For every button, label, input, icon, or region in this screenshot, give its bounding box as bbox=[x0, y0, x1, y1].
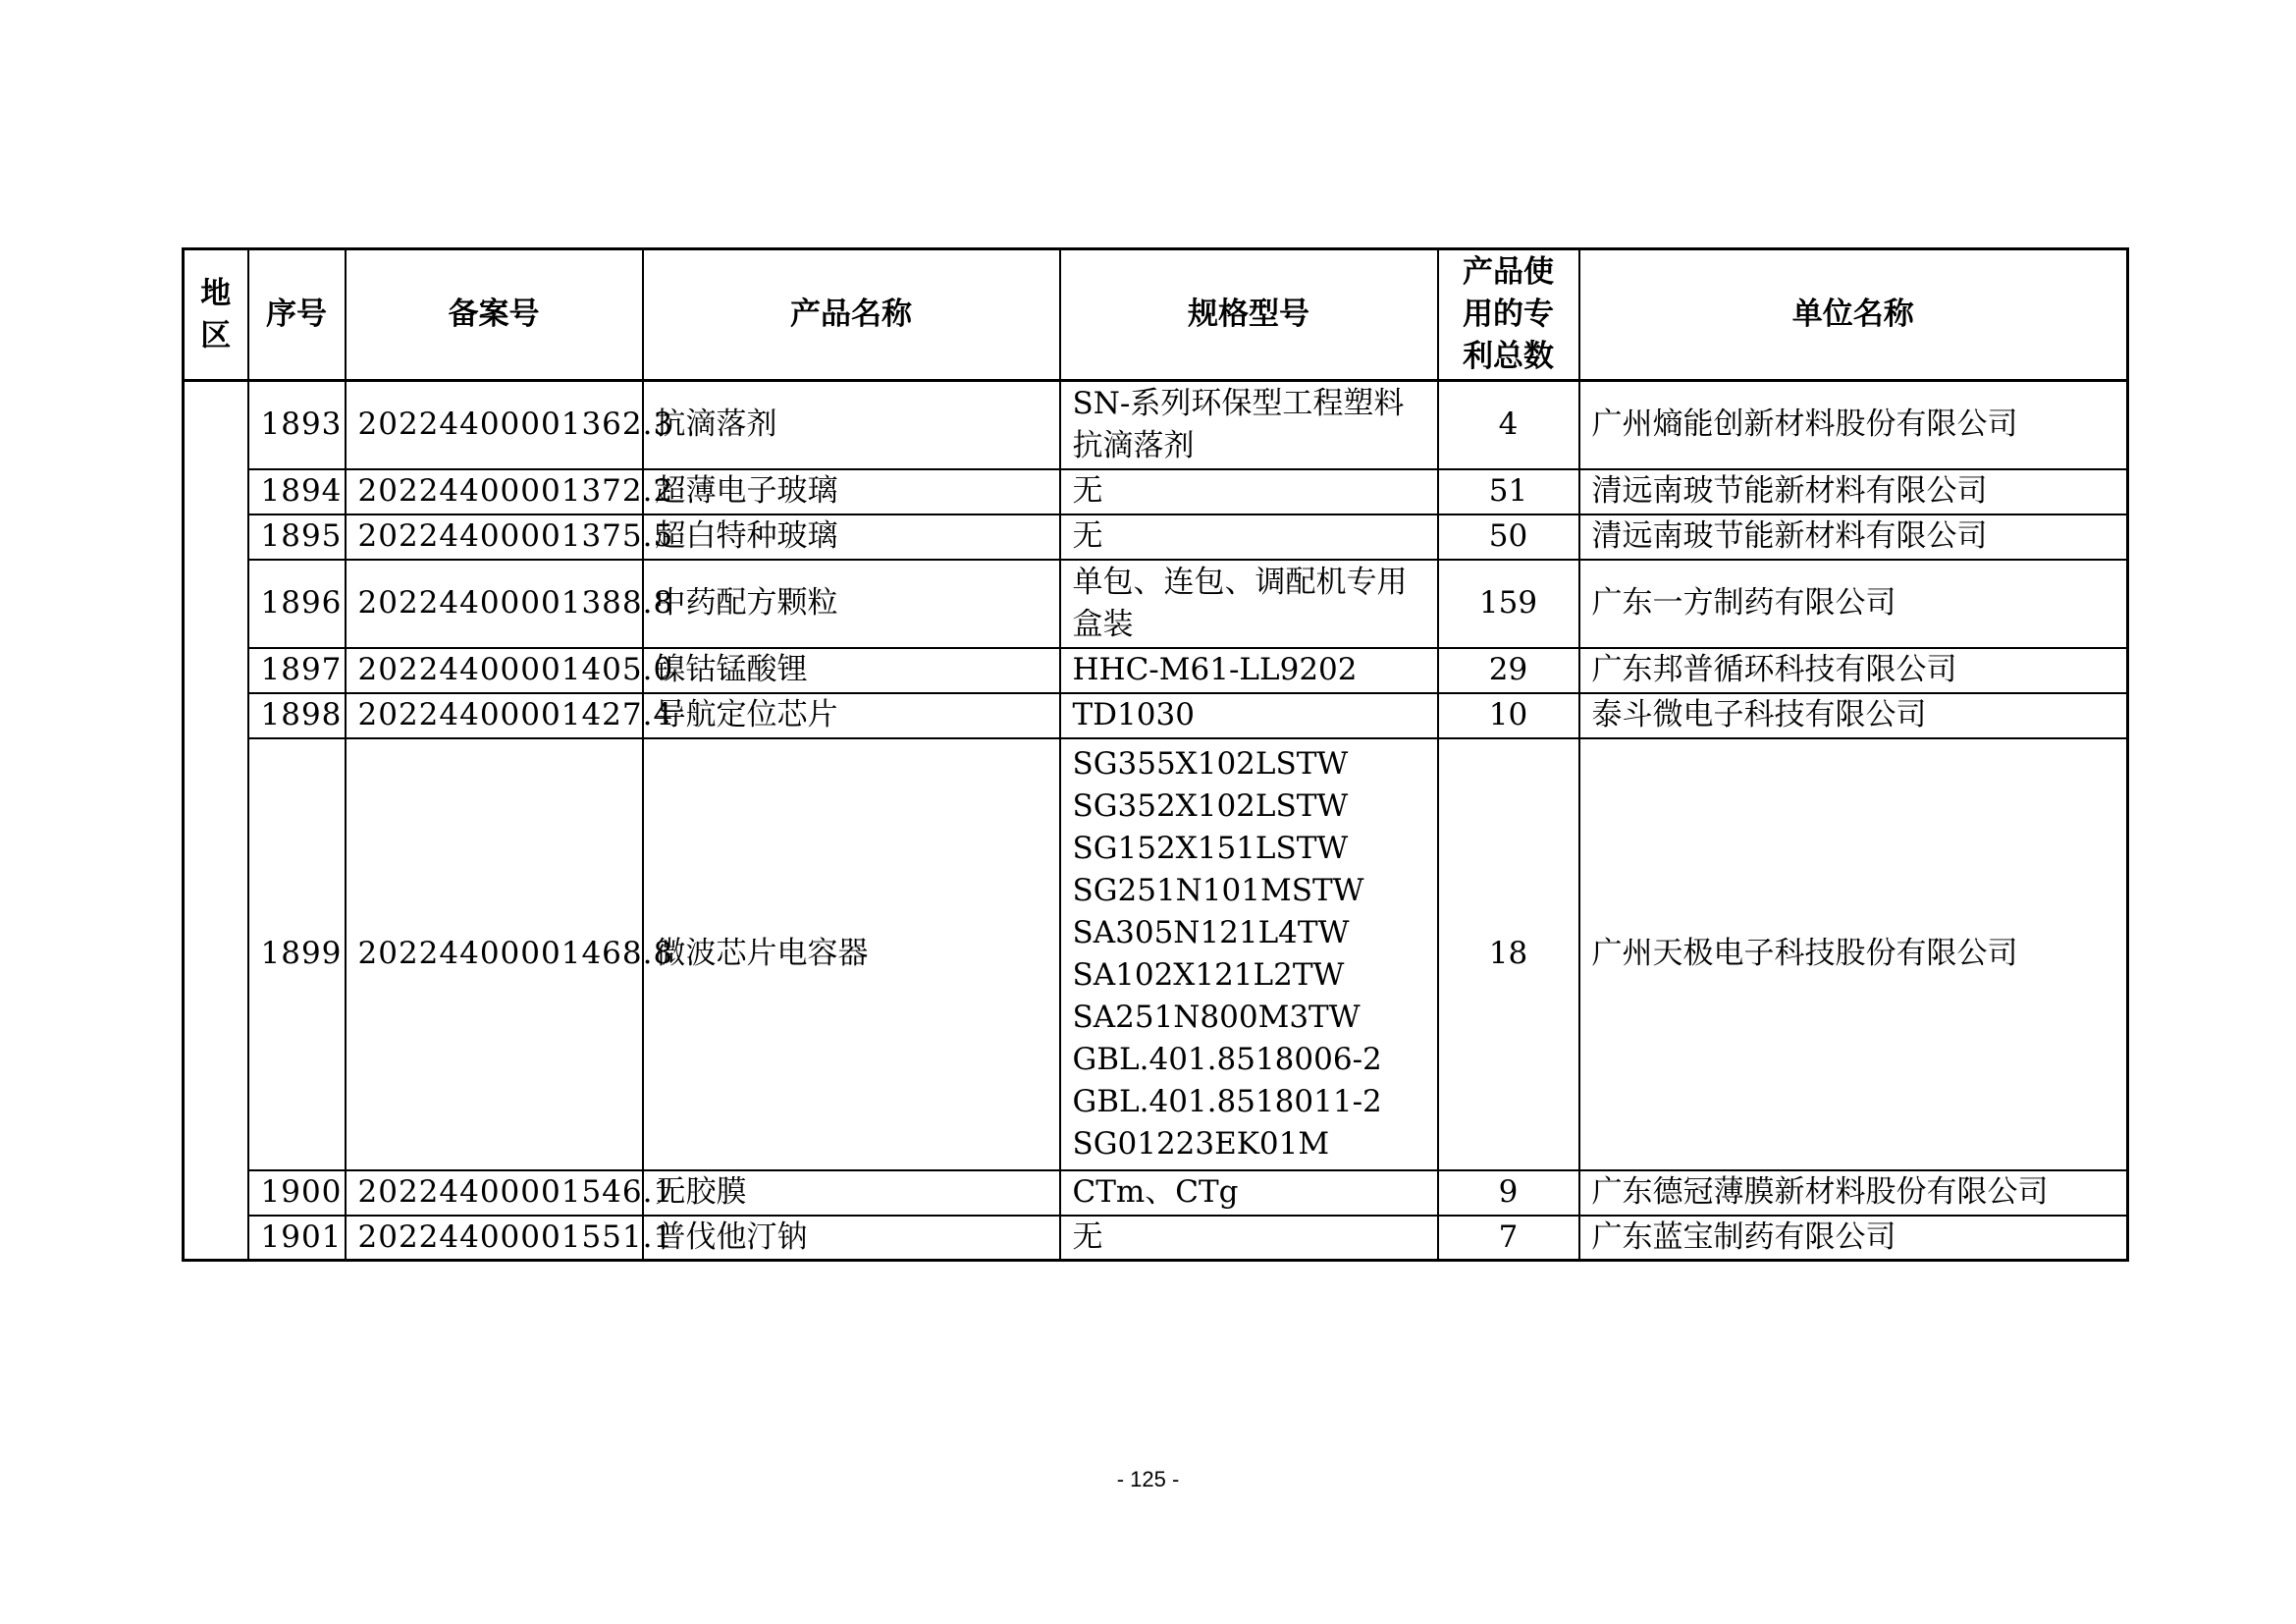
company-cell: 广州天极电子科技股份有限公司 bbox=[1579, 738, 2128, 1170]
product-cell: 超薄电子玻璃 bbox=[643, 469, 1060, 514]
record-cell: 20224400001427.4 bbox=[346, 693, 643, 738]
product-cell: 微波芯片电容器 bbox=[643, 738, 1060, 1170]
company-cell: 广州熵能创新材料股份有限公司 bbox=[1579, 381, 2128, 469]
product-cell: 镍钴锰酸锂 bbox=[643, 648, 1060, 693]
spec-cell: 单包、连包、调配机专用 盒装 bbox=[1060, 560, 1438, 648]
company-cell: 广东一方制药有限公司 bbox=[1579, 560, 2128, 648]
patents-cell: 9 bbox=[1438, 1170, 1579, 1216]
col-header-region: 地 区 bbox=[184, 249, 248, 381]
record-cell: 20224400001405.0 bbox=[346, 648, 643, 693]
seq-cell: 1900 bbox=[248, 1170, 346, 1216]
patents-cell: 51 bbox=[1438, 469, 1579, 514]
product-cell: 超白特种玻璃 bbox=[643, 514, 1060, 560]
table-row bbox=[184, 560, 2128, 648]
spec-cell: 无 bbox=[1060, 1216, 1438, 1261]
record-cell: 20224400001362.3 bbox=[346, 381, 643, 469]
product-cell: 无胶膜 bbox=[643, 1170, 1060, 1216]
col-header-record-no: 备案号 bbox=[346, 249, 643, 381]
table-row bbox=[184, 514, 2128, 560]
region-cell bbox=[184, 381, 248, 1261]
product-cell: 中药配方颗粒 bbox=[643, 560, 1060, 648]
col-header-product-name: 产品名称 bbox=[643, 249, 1060, 381]
company-cell: 清远南玻节能新材料有限公司 bbox=[1579, 469, 2128, 514]
col-header-patents: 产品使 用的专 利总数 bbox=[1438, 249, 1579, 381]
patents-cell: 50 bbox=[1438, 514, 1579, 560]
seq-cell: 1895 bbox=[248, 514, 346, 560]
company-cell: 广东德冠薄膜新材料股份有限公司 bbox=[1579, 1170, 2128, 1216]
record-cell: 20224400001375.5 bbox=[346, 514, 643, 560]
seq-cell: 1894 bbox=[248, 469, 346, 514]
spec-cell: HHC-M61-LL9202 bbox=[1060, 648, 1438, 693]
product-cell: 普伐他汀钠 bbox=[643, 1216, 1060, 1261]
product-cell: 抗滴落剂 bbox=[643, 381, 1060, 469]
table-row bbox=[184, 1216, 2128, 1261]
patents-cell: 4 bbox=[1438, 381, 1579, 469]
record-table bbox=[182, 247, 2129, 1262]
col-header-seq: 序号 bbox=[248, 249, 346, 381]
spec-cell: SN-系列环保型工程塑料 抗滴落剂 bbox=[1060, 381, 1438, 469]
table-row bbox=[184, 469, 2128, 514]
record-cell: 20224400001372.2 bbox=[346, 469, 643, 514]
patents-cell: 159 bbox=[1438, 560, 1579, 648]
col-header-company: 单位名称 bbox=[1579, 249, 2128, 381]
patents-cell: 7 bbox=[1438, 1216, 1579, 1261]
spec-cell: SG355X102LSTW SG352X102LSTW SG152X151LSTW SG251N101MSTW SA305N121L4TW SA102X121L2TW SA251N800M3TW GBL.401.8518006-2 GBL.401.8518011-2 SG01223EK01M bbox=[1060, 738, 1438, 1170]
company-cell: 泰斗微电子科技有限公司 bbox=[1579, 693, 2128, 738]
table-row bbox=[184, 693, 2128, 738]
spec-cell: TD1030 bbox=[1060, 693, 1438, 738]
spec-cell: 无 bbox=[1060, 514, 1438, 560]
table-row bbox=[184, 381, 2128, 469]
company-cell: 广东邦普循环科技有限公司 bbox=[1579, 648, 2128, 693]
seq-cell: 1901 bbox=[248, 1216, 346, 1261]
company-cell: 清远南玻节能新材料有限公司 bbox=[1579, 514, 2128, 560]
seq-cell: 1896 bbox=[248, 560, 346, 648]
table-row bbox=[184, 1170, 2128, 1216]
patents-cell: 18 bbox=[1438, 738, 1579, 1170]
table-row bbox=[184, 738, 2128, 1170]
header-row bbox=[184, 249, 2128, 381]
spec-cell: 无 bbox=[1060, 469, 1438, 514]
patents-cell: 10 bbox=[1438, 693, 1579, 738]
col-header-spec: 规格型号 bbox=[1060, 249, 1438, 381]
company-cell: 广东蓝宝制药有限公司 bbox=[1579, 1216, 2128, 1261]
record-cell: 20224400001551.1 bbox=[346, 1216, 643, 1261]
page-number: - 125 - bbox=[1116, 1467, 1180, 1491]
seq-cell: 1893 bbox=[248, 381, 346, 469]
record-cell: 20224400001388.8 bbox=[346, 560, 643, 648]
seq-cell: 1899 bbox=[248, 738, 346, 1170]
table-row bbox=[184, 648, 2128, 693]
seq-cell: 1897 bbox=[248, 648, 346, 693]
record-cell: 20224400001468.8 bbox=[346, 738, 643, 1170]
product-cell: 导航定位芯片 bbox=[643, 693, 1060, 738]
patents-cell: 29 bbox=[1438, 648, 1579, 693]
record-cell: 20224400001546.1 bbox=[346, 1170, 643, 1216]
spec-cell: CTm、CTg bbox=[1060, 1170, 1438, 1216]
seq-cell: 1898 bbox=[248, 693, 346, 738]
